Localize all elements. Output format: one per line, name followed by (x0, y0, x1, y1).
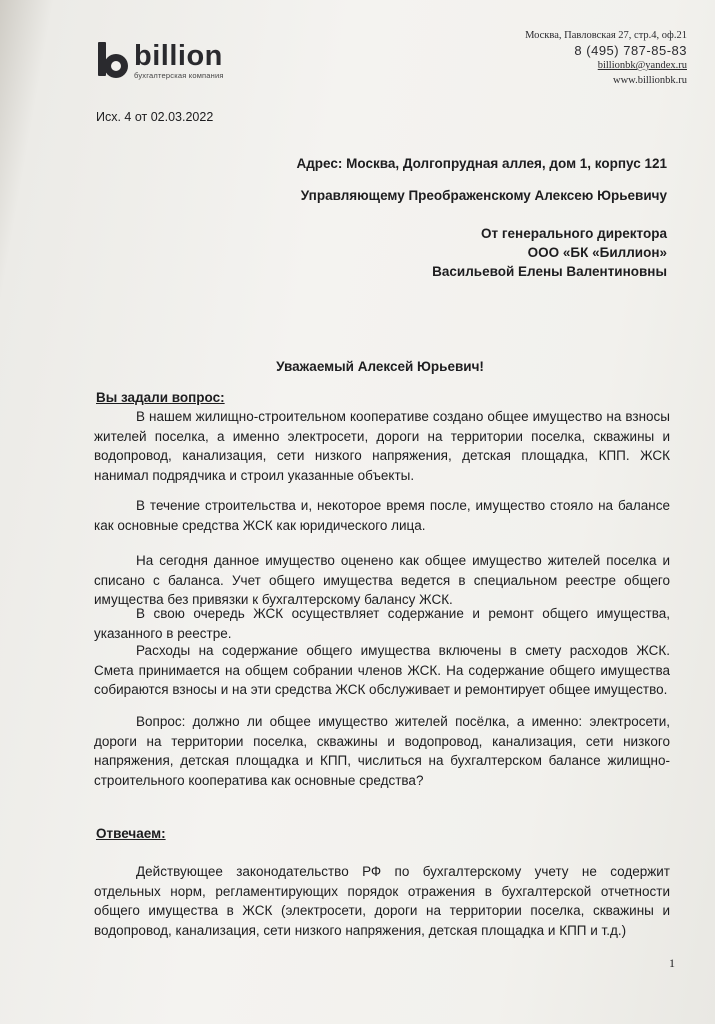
company-logo (96, 42, 224, 80)
paragraph-text: Действующее законодательство РФ по бухгалтерскому учету не содержит отдельных норм, регламентирующих порядок отражения в бухгалтерской отчетности общего имущества в ЖСК (электросети, дороги на территории поселка, скважины и водопровод, канализация, сети низкого напряжения, детская площадка и КПП и т.д.) (94, 864, 670, 938)
answer-heading: Отвечаем: (96, 826, 166, 841)
paragraph-text: В свою очередь ЖСК осуществляет содержание и ремонт общего имущества, указанного в реестре. (94, 606, 670, 641)
question-paragraph-5 (94, 641, 670, 700)
question-paragraph-4 (94, 604, 670, 643)
company-website[interactable]: www.billionbk.ru (613, 75, 687, 86)
answer-paragraph-1 (94, 862, 670, 940)
company-contacts (525, 28, 687, 88)
question-paragraph-1 (94, 407, 670, 485)
question-paragraph-3 (94, 551, 670, 610)
paragraph-text: На сегодня данное имущество оценено как общее имущество жителей поселка и списано с баланса. Учет общего имущества ведется в специальном реестре общего имущества без привязки к бухгалтерскому балансу ЖСК. (94, 553, 670, 607)
logo-name: billion (134, 40, 223, 73)
page-number: 1 (669, 956, 675, 970)
recipient-name: Управляющему Преображенскому Алексею Юрьевичу (300, 188, 667, 203)
company-email[interactable]: billionbk@yandex.ru (597, 60, 687, 71)
sender-block (432, 224, 667, 281)
billion-logo-icon (96, 42, 130, 80)
paragraph-text: Расходы на содержание общего имущества включены в смету расходов ЖСК. Смета принимается на общем собрании членов ЖСК. На содержание общего имущества собираются взносы и на эти средства ЖСК обслуживает и ремонтирует общее имущество. (94, 643, 670, 697)
question-heading: Вы задали вопрос: (96, 390, 225, 405)
logo-subtitle: бухгалтерская компания (134, 71, 224, 81)
sender-title: От генерального директора (481, 226, 667, 241)
question-paragraph-2 (94, 496, 670, 535)
company-address: Москва, Павловская 27, стр.4, оф.21 (525, 30, 687, 41)
outgoing-reference: Исх. 4 от 02.03.2022 (96, 110, 214, 124)
sender-company: ООО «БК «Биллион» (527, 245, 667, 260)
paragraph-text: В течение строительства и, некоторое время после, имущество стояло на балансе как основные средства ЖСК как юридического лица. (94, 498, 670, 533)
salutation: Уважаемый Алексей Юрьевич! (276, 359, 484, 374)
question-paragraph-6 (94, 712, 670, 790)
company-phone: 8 (495) 787-85-83 (574, 43, 687, 58)
recipient-address: Адрес: Москва, Долгопрудная аллея, дом 1, корпус 121 (296, 156, 667, 171)
paragraph-text: В нашем жилищно-строительном кооперативе создано общее имущество на взносы жителей поселка, а именно электросети, дороги на территории поселка, скважины и водопровод, канализация, сети низкого напряжения, детская площадка, КПП. ЖСК нанимал подрядчика и строил указанные объекты. (94, 409, 670, 483)
sender-name: Васильевой Елены Валентиновны (432, 264, 667, 279)
paragraph-text: Вопрос: должно ли общее имущество жителей посёлка, а именно: электросети, дороги на территории поселка, скважины и водопровод, канализация, сети низкого напряжения, детская площадка и КПП, числиться на бухгалтерском балансе жилищно-строительного кооператива как основные средства? (94, 714, 670, 788)
